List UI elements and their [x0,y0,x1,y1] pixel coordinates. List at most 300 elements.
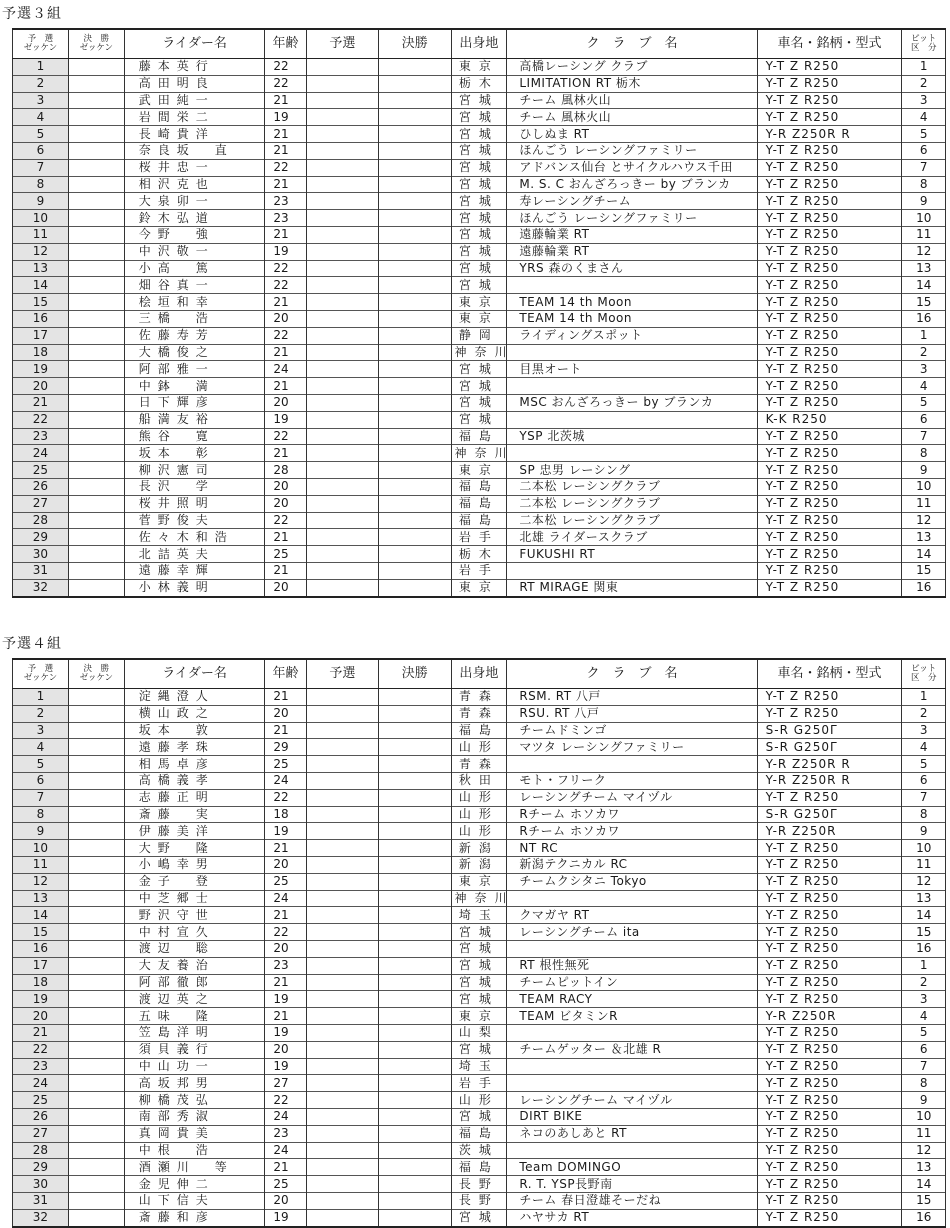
table-row [13,873,946,890]
age-cell: 19 [265,1058,306,1075]
final-result-cell [379,772,451,789]
qualifier-zekken-cell: 16 [13,940,69,957]
machine-cell: Y-T Z R250 [757,478,902,495]
club-name-cell: 二本松 レーシングクラブ [507,495,757,512]
qualifier-result-cell [306,210,378,227]
final-zekken-cell [68,1125,124,1142]
rider-name-cell: 淀縄澄人 [124,689,265,706]
machine-cell: Y-T Z R250 [757,1125,902,1142]
final-zekken-cell [68,411,124,428]
final-zekken-cell [68,1159,124,1176]
final-zekken-cell [68,1058,124,1075]
final-result-cell [379,873,451,890]
pit-division-cell: 15 [902,924,946,941]
table-row [13,840,946,857]
final-result-cell [379,394,451,411]
table-row [13,92,946,109]
final-result-cell [379,1092,451,1109]
machine-cell: Y-T Z R250 [757,562,902,579]
hometown-cell: 宮城 [451,277,507,294]
final-result-cell [379,159,451,176]
hometown-cell: 山梨 [451,1024,507,1041]
age-cell: 21 [265,294,306,311]
final-result-cell [379,722,451,739]
pit-division-cell: 3 [902,722,946,739]
machine-cell: S-R G250Γ [757,806,902,823]
machine-cell: Y-T Z R250 [757,924,902,941]
age-cell: 21 [265,176,306,193]
qualifier-zekken-cell: 5 [13,126,69,143]
qualifier-result-cell [306,907,378,924]
machine-cell: S-R G250Γ [757,739,902,756]
pit-division-cell: 12 [902,512,946,529]
machine-cell: Y-T Z R250 [757,294,902,311]
final-result-cell [379,1024,451,1041]
qualifier-zekken-cell: 5 [13,756,69,773]
rider-name-cell: 桜井照明 [124,495,265,512]
age-cell: 21 [265,974,306,991]
final-zekken-cell [68,59,124,76]
pit-division-cell: 11 [902,1125,946,1142]
hometown-cell: 神奈川 [451,344,507,361]
header-machine: 車名・銘柄・型式 [757,29,902,59]
table-row [13,689,946,706]
final-result-cell [379,428,451,445]
rider-name-cell: 中根 浩 [124,1142,265,1159]
club-name-cell [507,1075,757,1092]
rider-name-cell: 遠藤幸輝 [124,562,265,579]
table-row [13,512,946,529]
club-name-cell: YSP 北茨城 [507,428,757,445]
age-cell: 24 [265,772,306,789]
rider-name-cell: 柳橋茂弘 [124,1092,265,1109]
table-row [13,378,946,395]
pit-division-cell: 14 [902,1176,946,1193]
qualifier-result-cell [306,1024,378,1041]
qualifier-result-cell [306,378,378,395]
hometown-cell: 福島 [451,512,507,529]
qualifier-zekken-cell: 2 [13,705,69,722]
pit-division-cell: 14 [902,546,946,563]
club-name-cell: Rチーム ホソカワ [507,823,757,840]
table-row [13,310,946,327]
final-zekken-cell [68,546,124,563]
rider-name-cell: 横山政之 [124,705,265,722]
header-qualifier-zekken: 予 選 ゼッケン [13,659,69,689]
rider-name-cell: 野沢守世 [124,907,265,924]
qualifier-result-cell [306,856,378,873]
club-name-cell: レーシングチーム マイヅル [507,789,757,806]
pit-division-cell: 2 [902,75,946,92]
table-row [13,411,946,428]
final-zekken-cell [68,907,124,924]
qualifier-zekken-cell: 26 [13,478,69,495]
header-pit-division: ピット 区 分 [902,29,946,59]
age-cell: 22 [265,260,306,277]
final-zekken-cell [68,1008,124,1025]
qualifier-result-cell [306,462,378,479]
club-name-cell [507,1142,757,1159]
pit-division-cell: 5 [902,126,946,143]
club-name-cell [507,562,757,579]
final-result-cell [379,940,451,957]
club-name-cell [507,445,757,462]
pit-division-cell: 9 [902,193,946,210]
final-zekken-cell [68,739,124,756]
table-row [13,1159,946,1176]
pit-division-cell: 3 [902,361,946,378]
club-name-cell: Team DOMINGO [507,1159,757,1176]
pit-division-cell: 11 [902,226,946,243]
final-zekken-cell [68,705,124,722]
table-row [13,957,946,974]
pit-division-cell: 10 [902,1108,946,1125]
machine-cell: Y-T Z R250 [757,1192,902,1209]
qualifier-result-cell [306,957,378,974]
machine-cell: Y-T Z R250 [757,495,902,512]
age-cell: 21 [265,126,306,143]
machine-cell: Y-T Z R250 [757,1209,902,1226]
machine-cell: Y-T Z R250 [757,529,902,546]
final-result-cell [379,907,451,924]
final-zekken-cell [68,823,124,840]
age-cell: 21 [265,226,306,243]
hometown-cell: 宮城 [451,159,507,176]
final-result-cell [379,1142,451,1159]
table-row [13,1092,946,1109]
rider-name-cell: 伊藤美洋 [124,823,265,840]
age-cell: 21 [265,529,306,546]
age-cell: 25 [265,756,306,773]
pit-division-cell: 10 [902,840,946,857]
qualifier-zekken-cell: 31 [13,1192,69,1209]
final-zekken-cell [68,924,124,941]
qualifier-result-cell [306,1008,378,1025]
age-cell: 21 [265,1008,306,1025]
machine-cell: Y-T Z R250 [757,428,902,445]
hometown-cell: 宮城 [451,974,507,991]
club-name-cell: 新潟テクニカル RC [507,856,757,873]
final-zekken-cell [68,445,124,462]
qualifier-zekken-cell: 15 [13,924,69,941]
machine-cell: Y-T Z R250 [757,277,902,294]
hometown-cell: 青森 [451,705,507,722]
final-result-cell [379,1008,451,1025]
final-zekken-cell [68,109,124,126]
header-club-name: ク ラ ブ 名 [507,29,757,59]
hometown-cell: 宮城 [451,126,507,143]
machine-cell: Y-T Z R250 [757,907,902,924]
table-row [13,277,946,294]
hometown-cell: 東京 [451,579,507,596]
final-result-cell [379,277,451,294]
pit-division-cell: 11 [902,495,946,512]
qualifier-result-cell [306,226,378,243]
pit-division-cell: 11 [902,856,946,873]
pit-division-cell: 12 [902,873,946,890]
qualifier-zekken-cell: 10 [13,840,69,857]
header-rider-name: ライダー名 [124,29,265,59]
qualifier-result-cell [306,890,378,907]
age-cell: 21 [265,907,306,924]
table-row [13,907,946,924]
qualifier-result-cell [306,756,378,773]
age-cell: 21 [265,840,306,857]
age-cell: 29 [265,739,306,756]
pit-division-cell: 12 [902,1142,946,1159]
hometown-cell: 宮城 [451,176,507,193]
table-row [13,722,946,739]
hometown-cell: 福島 [451,495,507,512]
pit-division-cell: 12 [902,243,946,260]
table-row [13,327,946,344]
table-row [13,705,946,722]
hometown-cell: 宮城 [451,142,507,159]
final-zekken-cell [68,478,124,495]
club-name-cell: TEAM 14 th Moon [507,310,757,327]
final-zekken-cell [68,142,124,159]
qualifier-zekken-cell: 16 [13,310,69,327]
pit-division-cell: 6 [902,1041,946,1058]
rider-name-cell: 長崎貴洋 [124,126,265,143]
final-zekken-cell [68,75,124,92]
rider-name-cell: 桜井忠一 [124,159,265,176]
pit-division-cell: 1 [902,957,946,974]
table-row [13,1142,946,1159]
club-name-cell: モト・フリーク [507,772,757,789]
final-result-cell [379,1209,451,1226]
hometown-cell: 神奈川 [451,445,507,462]
age-cell: 21 [265,92,306,109]
final-zekken-cell [68,126,124,143]
qualifier-result-cell [306,722,378,739]
table-row [13,294,946,311]
qualifier-result-cell [306,193,378,210]
rider-name-cell: 志藤正明 [124,789,265,806]
qualifier-zekken-cell: 22 [13,411,69,428]
club-name-cell: チームピットイン [507,974,757,991]
qualifier-result-cell [306,1176,378,1193]
machine-cell: Y-T Z R250 [757,310,902,327]
age-cell: 22 [265,159,306,176]
hometown-cell: 宮城 [451,1209,507,1226]
table-row [13,210,946,227]
age-cell: 22 [265,512,306,529]
qualifier-result-cell [306,1125,378,1142]
club-name-cell: チームゲッター ＆北雄 R [507,1041,757,1058]
table-row [13,756,946,773]
qualifier-result-cell [306,1058,378,1075]
hometown-cell: 神奈川 [451,890,507,907]
qualifier-result-cell [306,1075,378,1092]
pit-division-cell: 5 [902,756,946,773]
final-zekken-cell [68,856,124,873]
table-row [13,1176,946,1193]
hometown-cell: 岩手 [451,1075,507,1092]
qualifier-zekken-cell: 19 [13,991,69,1008]
final-zekken-cell [68,840,124,857]
age-cell: 21 [265,378,306,395]
qualifier-result-cell [306,495,378,512]
hometown-cell: 新潟 [451,856,507,873]
hometown-cell: 長野 [451,1176,507,1193]
machine-cell: Y-T Z R250 [757,1108,902,1125]
final-zekken-cell [68,394,124,411]
final-result-cell [379,529,451,546]
club-name-cell [507,940,757,957]
table-row [13,495,946,512]
header-hometown: 出身地 [451,29,507,59]
machine-cell: Y-T Z R250 [757,1024,902,1041]
rider-name-cell: 佐々木和浩 [124,529,265,546]
final-result-cell [379,512,451,529]
age-cell: 20 [265,856,306,873]
club-name-cell: LIMITATION RT 栃木 [507,75,757,92]
final-result-cell [379,75,451,92]
final-zekken-cell [68,940,124,957]
qualifier-result-cell [306,1209,378,1226]
qualifier-result-cell [306,243,378,260]
machine-cell: Y-R Z250R [757,823,902,840]
final-zekken-cell [68,361,124,378]
rider-name-cell: 大友養治 [124,957,265,974]
rider-name-cell: 阿部雅一 [124,361,265,378]
qualifier-result-cell [306,529,378,546]
header-qualifier-result: 予選 [306,659,378,689]
pit-division-cell: 6 [902,411,946,428]
final-zekken-cell [68,873,124,890]
rider-name-cell: 北詰英夫 [124,546,265,563]
qualifier-zekken-cell: 11 [13,226,69,243]
group-3-title: 予選３組 [2,6,62,22]
final-zekken-cell [68,890,124,907]
final-zekken-cell [68,344,124,361]
machine-cell: Y-T Z R250 [757,856,902,873]
final-zekken-cell [68,1108,124,1125]
machine-cell: Y-T Z R250 [757,1159,902,1176]
age-cell: 23 [265,957,306,974]
table-row [13,823,946,840]
pit-division-cell: 4 [902,1008,946,1025]
hometown-cell: 宮城 [451,193,507,210]
qualifier-zekken-cell: 29 [13,529,69,546]
qualifier-zekken-cell: 32 [13,1209,69,1226]
final-result-cell [379,974,451,991]
final-result-cell [379,327,451,344]
qualifier-result-cell [306,1142,378,1159]
qualifier-zekken-cell: 12 [13,873,69,890]
hometown-cell: 福島 [451,722,507,739]
machine-cell: Y-T Z R250 [757,579,902,596]
final-zekken-cell [68,957,124,974]
final-result-cell [379,1041,451,1058]
hometown-cell: 福島 [451,478,507,495]
final-zekken-cell [68,327,124,344]
age-cell: 21 [265,142,306,159]
qualifier-zekken-cell: 23 [13,1058,69,1075]
final-result-cell [379,1159,451,1176]
qualifier-result-cell [306,924,378,941]
machine-cell: Y-T Z R250 [757,361,902,378]
table-row [13,739,946,756]
header-qualifier-zekken: 予 選 ゼッケン [13,29,69,59]
hometown-cell: 宮城 [451,243,507,260]
group-3-section [0,0,950,598]
qualifier-zekken-cell: 9 [13,193,69,210]
final-result-cell [379,562,451,579]
age-cell: 20 [265,394,306,411]
pit-division-cell: 4 [902,739,946,756]
hometown-cell: 宮城 [451,92,507,109]
rider-name-cell: 鈴木弘道 [124,210,265,227]
qualifier-zekken-cell: 13 [13,260,69,277]
machine-cell: Y-T Z R250 [757,1176,902,1193]
pit-division-cell: 3 [902,92,946,109]
qualifier-zekken-cell: 7 [13,789,69,806]
club-name-cell: ネコのあしあと RT [507,1125,757,1142]
rider-name-cell: 渡辺 聡 [124,940,265,957]
final-result-cell [379,546,451,563]
club-name-cell: クマガヤ RT [507,907,757,924]
final-result-cell [379,243,451,260]
table-row [13,1058,946,1075]
qualifier-zekken-cell: 3 [13,92,69,109]
pit-division-cell: 15 [902,294,946,311]
rider-name-cell: 遠藤孝珠 [124,739,265,756]
age-cell: 22 [265,428,306,445]
machine-cell: Y-T Z R250 [757,1092,902,1109]
qualifier-zekken-cell: 24 [13,445,69,462]
age-cell: 21 [265,344,306,361]
final-result-cell [379,92,451,109]
final-result-cell [379,59,451,76]
final-result-cell [379,310,451,327]
final-result-cell [379,193,451,210]
rider-name-cell: 中村宣久 [124,924,265,941]
group-4-section [0,630,950,1228]
qualifier-result-cell [306,739,378,756]
hometown-cell: 栃木 [451,546,507,563]
rider-name-cell: 阿部徹郎 [124,974,265,991]
final-result-cell [379,294,451,311]
table-row [13,478,946,495]
machine-cell: K-K R250 [757,411,902,428]
club-name-cell: レーシングチーム ita [507,924,757,941]
qualifier-result-cell [306,1192,378,1209]
age-cell: 20 [265,1041,306,1058]
machine-cell: Y-T Z R250 [757,705,902,722]
club-name-cell: DIRT BIKE [507,1108,757,1125]
pit-division-cell: 13 [902,1159,946,1176]
rider-name-cell: 金子 登 [124,873,265,890]
pit-division-cell: 8 [902,176,946,193]
club-name-cell: ほんごう レーシングファミリー [507,210,757,227]
age-cell: 22 [265,1092,306,1109]
table-row [13,75,946,92]
hometown-cell: 宮城 [451,1041,507,1058]
table-row [13,562,946,579]
qualifier-zekken-cell: 25 [13,1092,69,1109]
rider-name-cell: 渡辺英之 [124,991,265,1008]
table-row [13,260,946,277]
machine-cell: Y-T Z R250 [757,957,902,974]
table-row [13,1192,946,1209]
age-cell: 22 [265,75,306,92]
hometown-cell: 秋田 [451,772,507,789]
hometown-cell: 宮城 [451,924,507,941]
header-row [13,659,946,689]
qualifier-zekken-cell: 15 [13,294,69,311]
